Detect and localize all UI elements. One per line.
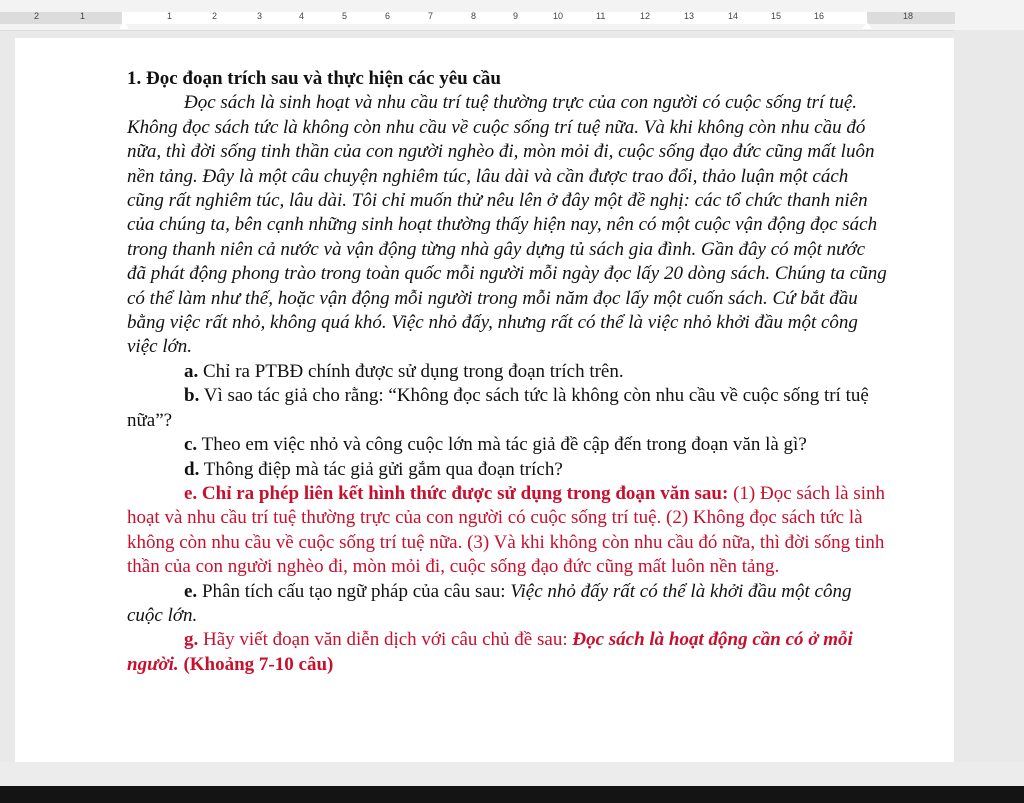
ruler-label: 1	[167, 11, 173, 21]
ruler-label: 3	[257, 11, 263, 21]
first-line-indent-marker[interactable]	[175, 12, 185, 19]
workspace-background	[954, 30, 1024, 762]
question-c-letter: c.	[184, 434, 198, 456]
question-d	[127, 458, 887, 482]
ruler-label: 7	[428, 11, 434, 21]
question-e-linking	[127, 482, 887, 580]
ruler-label: 13	[684, 11, 695, 21]
ruler-label: 5	[342, 11, 348, 21]
question-b	[127, 384, 887, 433]
question-d-letter: d.	[184, 458, 200, 480]
ruler-label: 18	[903, 11, 914, 21]
ruler-label: 9	[513, 11, 519, 21]
question-e-grammar-sentence: Việc nhỏ đấy rất có thể là khởi đầu một công cuộc lớn.	[127, 580, 852, 626]
question-e-grammar	[127, 580, 887, 629]
question-e-grammar-letter: e.	[184, 580, 198, 602]
horizontal-ruler[interactable]	[0, 0, 1024, 31]
question-g-letter: g.	[184, 629, 199, 651]
ruler-label: 4	[299, 11, 305, 21]
ruler-label: 12	[640, 11, 651, 21]
ruler-label: 10	[553, 11, 564, 21]
question-a	[127, 360, 887, 384]
question-g-topic: Đọc sách là hoạt động cần có ở mỗi người.	[127, 629, 853, 675]
section-heading: 1. Đọc đoạn trích sau và thực hiện các yêu cầu	[127, 68, 501, 89]
ruler-label: 8	[471, 11, 477, 21]
question-e-grammar-text: Phân tích cấu tạo ngữ pháp của câu sau:	[197, 580, 511, 602]
taskbar	[0, 786, 1024, 803]
ruler-labels	[0, 12, 960, 24]
ruler-label: 2	[34, 11, 40, 21]
ruler-label: 15	[771, 11, 782, 21]
right-indent-marker[interactable]	[862, 22, 872, 29]
ruler-label: 2	[212, 11, 218, 21]
question-c	[127, 433, 887, 457]
document-body[interactable]	[127, 67, 887, 677]
question-e-linking-prompt: e. Chỉ ra phép liên kết hình thức được sử dụng trong đoạn văn sau:	[184, 482, 729, 504]
ruler-label: 16	[814, 11, 825, 21]
excerpt-paragraph: Đọc sách là sinh hoạt và nhu cầu trí tuệ thường trực của con người có cuộc sống trí tuệ. Không đọc sách tức là không còn nhu cầu về cuộc sống trí tuệ nữa. Và khi không còn nhu cầu đó nữa, thì đời sống tinh thần của con người nghèo đi, mòn mỏi đi, cuộc sống đạo đức cũng mất luôn nền tảng. Đây là một câu chuyện nghiêm túc, lâu dài và cần được trao đổi, thảo luận một cách cũng rất nghiêm túc, lâu dài. Tôi chỉ muốn thử nêu lên ở đây một đề nghị: các tổ chức thanh niên của chúng ta, bên cạnh những sinh hoạt thường thấy hiện nay, nên có một cuộc vận động đọc sách trong thanh niên cả nước và vận động từng nhà gây dựng tủ sách gia đình. Gần đây có một nước đã phát động phong trào trong toàn quốc mỗi người mỗi ngày đọc lấy 20 dòng sách. Chúng ta cũng có thể làm như thế, hoặc vận động mỗi người trong mỗi năm đọc lấy một cuốn sách. Cứ bắt đầu bằng việc rất nhỏ, không quá khó. Việc nhỏ đấy, nhưng rất có thể là việc nhỏ khởi đầu một công việc lớn.	[127, 92, 887, 358]
question-a-text: Chỉ ra PTBĐ chính được sử dụng trong đoạn trích trên.	[198, 360, 624, 382]
ruler-label: 6	[385, 11, 391, 21]
question-g-text: Hãy viết đoạn văn diễn dịch với câu chủ đề sau:	[198, 629, 573, 651]
ruler-label: 11	[596, 11, 606, 21]
question-b-letter: b.	[184, 385, 200, 407]
question-a-letter: a.	[184, 360, 199, 382]
ruler-label: 14	[728, 11, 739, 21]
ruler-label: 1	[80, 11, 86, 21]
question-d-text: Thông điệp mà tác giả gửi gắm qua đoạn trích?	[199, 458, 563, 480]
document-page[interactable]	[15, 38, 954, 762]
question-b-text: Vì sao tác giả cho rằng: “Không đọc sách tức là không còn nhu cầu về cuộc sống trí tuệ nữa”?	[127, 385, 869, 431]
question-e-linking-text: (1) Đọc sách là sinh hoạt và nhu cầu trí tuệ thường trực của con người có cuộc sống trí tuệ. (2) Không đọc sách tức là không còn nhu cầu về cuộc sống trí tuệ nữa. (3) Và khi không còn nhu cầu đó nữa, thì đời sống tinh thần của con người nghèo đi, mòn mỏi đi, cuộc sống đạo đức cũng mất luôn nền tảng.	[127, 482, 886, 578]
left-indent-marker[interactable]	[119, 22, 129, 29]
status-area	[0, 762, 1024, 786]
question-g-note: (Khoảng 7-10 câu)	[178, 653, 334, 675]
question-g	[127, 628, 887, 677]
question-c-text: Theo em việc nhỏ và công cuộc lớn mà tác giả đề cập đến trong đoạn văn là gì?	[197, 434, 807, 456]
